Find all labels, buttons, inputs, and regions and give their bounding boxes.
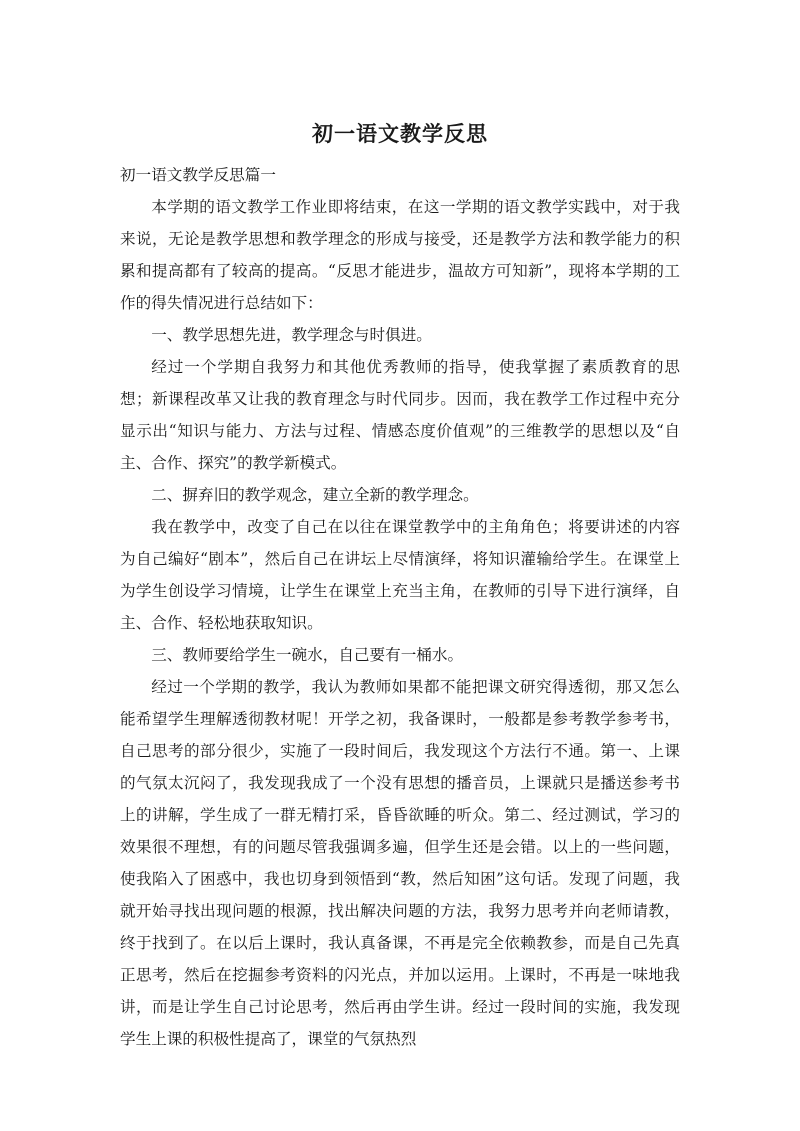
section-heading-2: 二、摒弃旧的教学观念，建立全新的教学理念。	[151, 486, 479, 504]
document-title: 初一语文教学反思	[312, 122, 488, 146]
paragraph-2: 我在教学中，改变了自己在以往在课堂教学中的主角角色；将要讲述的内容为自己编好“剧本”，然后自己在讲坛上尽情演绎，将知识灌输给学生。在课堂上为学生创设学习情境，让学生在课堂上充当主角，在教师的引导下进行演绎，自主、合作、轻松地获取知识。	[120, 518, 680, 632]
paragraph-1: 经过一个学期自我努力和其他优秀教师的指导，使我掌握了素质教育的思想；新课程改革又让我的教育理念与时代同步。因而，我在教学工作过程中充分显示出“知识与能力、方法与过程、情感态度价值观”的三维教学的思想以及“自主、合作、探究”的教学新模式。	[120, 358, 680, 472]
section-heading-1: 一、教学思想先进，教学理念与时俱进。	[151, 326, 432, 344]
paragraph-3: 经过一个学期的教学，我认为教师如果都不能把课文研究得透彻，那又怎么能希望学生理解透彻教材呢！开学之初，我备课时，一般都是参考教学参考书，自己思考的部分很少，实施了一段时间后，我发现这个方法行不通。第一、上课的气氛太沉闷了，我发现我成了一个没有思想的播音员，上课就只是播送参考书上的讲解，学生成了一群无精打采，昏昏欲睡的听众。第二、经过测试，学习的效果很不理想，有的问题尽管我强调多遍，但学生还是会错。以上的一些问题，使我陷入了困惑中，我也切身到领悟到“教，然后知困”这句话。发现了问题，我就开始寻找出现问题的根源，找出解决问题的方法，我努力思考并向老师请教，终于找到了。在以后上课时，我认真备课，不再是完全依赖教参，而是自己先真正思考，然后在挖掘参考资料的闪光点，并加以运用。上课时，不再是一味地我讲，而是让学生自己讨论思考，然后再由学生讲。经过一段时间的实施，我发现学生上课的积极性提高了，课堂的气氛热烈	[120, 678, 680, 1048]
section-heading: 初一语文教学反思篇一	[120, 166, 276, 184]
section-heading-3: 三、教师要给学生一碗水，自己要有一桶水。	[151, 646, 464, 664]
paragraph-intro: 本学期的语文教学工作业即将结束，在这一学期的语文教学实践中，对于我来说，无论是教学思想和教学理念的形成与接受，还是教学方法和教学能力的积累和提高都有了较高的提高。“反思才能进步，温故方可知新”，现将本学期的工作的得失情况进行总结如下：	[120, 198, 680, 312]
document-body	[120, 159, 680, 1055]
